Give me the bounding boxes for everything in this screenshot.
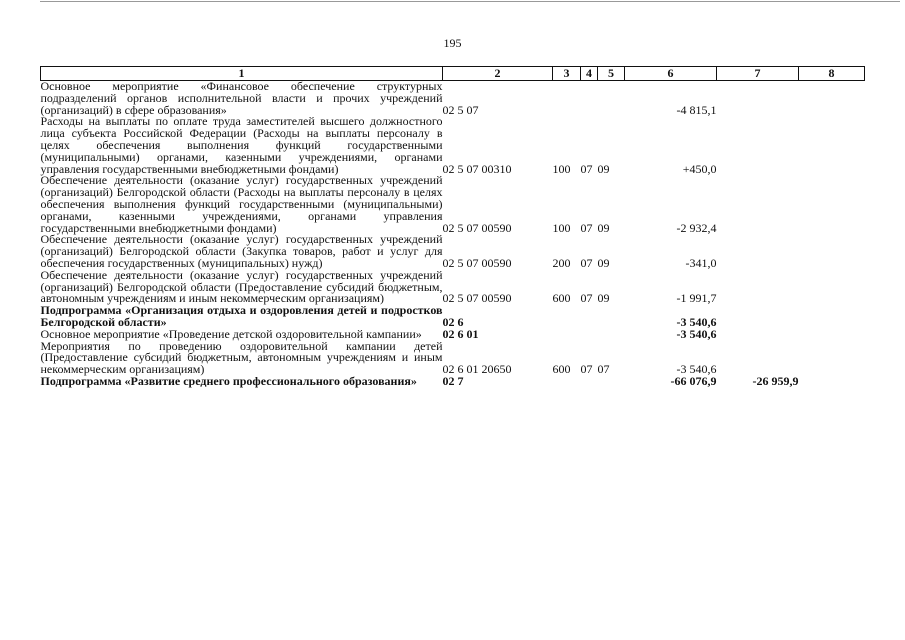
- row-pr: [598, 376, 625, 388]
- row-code: 02 7: [442, 373, 464, 388]
- row-sum-col6: -3 540,6: [676, 362, 717, 377]
- row-rz: 07: [580, 220, 593, 235]
- page-number: 195: [443, 36, 462, 50]
- row-sum-col8: [799, 116, 865, 175]
- row-rz: 07: [580, 161, 593, 176]
- row-vr: [553, 376, 581, 388]
- row-sum-col6: -3 540,6: [676, 314, 717, 329]
- row-vr: [553, 329, 581, 341]
- row-sum-col6: +450,0: [682, 161, 717, 176]
- table-row: [41, 81, 865, 117]
- row-sum-col8: [799, 81, 865, 117]
- row-vr: 200: [552, 255, 571, 270]
- row-vr: 600: [552, 362, 571, 377]
- row-rz: [581, 376, 598, 388]
- table-row: [41, 175, 865, 234]
- row-sum-col7: [717, 234, 799, 269]
- row-sum-col7: [717, 175, 799, 234]
- row-name: Подпрограмма «Организация отдыха и оздоровления детей и подростков Белгородской области»: [40, 303, 443, 329]
- row-sum-col7: -26 959,9: [752, 373, 799, 388]
- header-col-8: 8: [799, 67, 865, 81]
- row-pr: 09: [597, 255, 610, 270]
- row-code: 02 5 07 00590: [442, 220, 512, 235]
- row-code: 02 5 07 00590: [442, 291, 512, 306]
- table-row: [41, 341, 865, 376]
- row-sum-col6: -1 991,7: [676, 291, 717, 306]
- row-sum-col6: -341,0: [685, 255, 717, 270]
- row-sum-col6: -3 540,6: [676, 326, 717, 341]
- header-col-5: 5: [598, 67, 625, 81]
- row-pr: 09: [597, 291, 610, 306]
- header-col-1: 1: [41, 67, 443, 81]
- header-col-6: 6: [625, 67, 717, 81]
- header-col-2: 2: [443, 67, 553, 81]
- table-row: [41, 234, 865, 269]
- row-sum-col6: -66 076,9: [670, 373, 717, 388]
- table-row: [41, 270, 865, 305]
- row-name: Основное мероприятие «Проведение детской оздоровительной кампании»: [40, 326, 422, 341]
- row-vr: 600: [552, 291, 571, 306]
- row-vr: [553, 81, 581, 117]
- row-sum-col7: [717, 305, 799, 329]
- row-vr: 100: [552, 161, 571, 176]
- table-row: [41, 116, 865, 175]
- row-vr: 100: [552, 220, 571, 235]
- row-name: Обеспечение деятельности (оказание услуг) государственных учреждений (организаций) Белгородской области (Расходы на выплаты персоналу в целях обеспечения выполнения функций государственными (муниципальными) органами, казенными учреждениями, органами управления государственными внебюджетными фондами): [40, 173, 443, 235]
- row-code: 02 5 07: [442, 102, 479, 117]
- row-name: Основное мероприятие «Финансовое обеспечение структурных подразделений органов исполнительной власти и прочих учреждений (организаций) в сфере образования»: [40, 79, 443, 117]
- budget-table: [40, 66, 865, 388]
- row-sum-col7: [717, 270, 799, 305]
- row-sum-col7: [717, 81, 799, 117]
- row-code: 02 6 01 20650: [442, 362, 512, 377]
- row-code: 02 5 07 00310: [442, 161, 512, 176]
- row-name: Подпрограмма «Развитие среднего профессионального образования»: [40, 373, 417, 388]
- row-sum-col6: -2 932,4: [676, 220, 717, 235]
- row-sum-col6: -4 815,1: [676, 102, 717, 117]
- table-row-subprogram: [41, 376, 865, 388]
- top-edge-rule: [40, 1, 900, 2]
- row-pr: 09: [597, 161, 610, 176]
- row-sum-col8: [799, 341, 865, 376]
- row-rz: [581, 81, 598, 117]
- row-code: 02 6: [442, 314, 464, 329]
- row-pr: [598, 329, 625, 341]
- table-row-subprogram: [41, 305, 865, 329]
- header-col-3: 3: [553, 67, 581, 81]
- row-sum-col8: [799, 329, 865, 341]
- row-code: 02 5 07 00590: [442, 255, 512, 270]
- row-rz: 07: [580, 362, 593, 377]
- row-sum-col8: [799, 305, 865, 329]
- row-sum-col7: [717, 329, 799, 341]
- row-sum-col8: [799, 234, 865, 269]
- row-name: Мероприятия по проведению оздоровительной кампании детей (Предоставление субсидий бюджетным, автономным учреждениям и иным некоммерческим организациям): [40, 338, 443, 377]
- row-name: Обеспечение деятельности (оказание услуг) государственных учреждений (организаций) Белгородской области (Предоставление субсидий бюджетным, автономным учреждениям и иным некоммерческим организациям): [40, 267, 443, 306]
- row-pr: 09: [597, 220, 610, 235]
- header-col-7: 7: [717, 67, 799, 81]
- row-pr: 07: [597, 362, 610, 377]
- row-name: Расходы на выплаты по оплате труда заместителей высшего должностного лица субъекта Российской Федерации (Расходы на выплаты персоналу в целях обеспечения выполнения функций государственными (муниципальными) органами, казенными учреждениями, органами управления государственными внебюджетными фондами): [40, 114, 443, 176]
- row-rz: [581, 305, 598, 329]
- row-code: 02 6 01: [442, 326, 479, 341]
- row-pr: [598, 305, 625, 329]
- row-sum-col7: [717, 116, 799, 175]
- header-col-4: 4: [581, 67, 598, 81]
- row-sum-col7: [717, 341, 799, 376]
- row-sum-col8: [799, 270, 865, 305]
- row-name: Обеспечение деятельности (оказание услуг) государственных учреждений (организаций) Белгородской области (Закупка товаров, работ и услуг для обеспечения государственных (муниципальных) нужд): [40, 232, 443, 270]
- row-sum-col8: [799, 175, 865, 234]
- row-rz: [581, 329, 598, 341]
- row-vr: [553, 305, 581, 329]
- row-sum-col8: [799, 376, 865, 388]
- row-pr: [598, 81, 625, 117]
- row-rz: 07: [580, 255, 593, 270]
- row-rz: 07: [580, 291, 593, 306]
